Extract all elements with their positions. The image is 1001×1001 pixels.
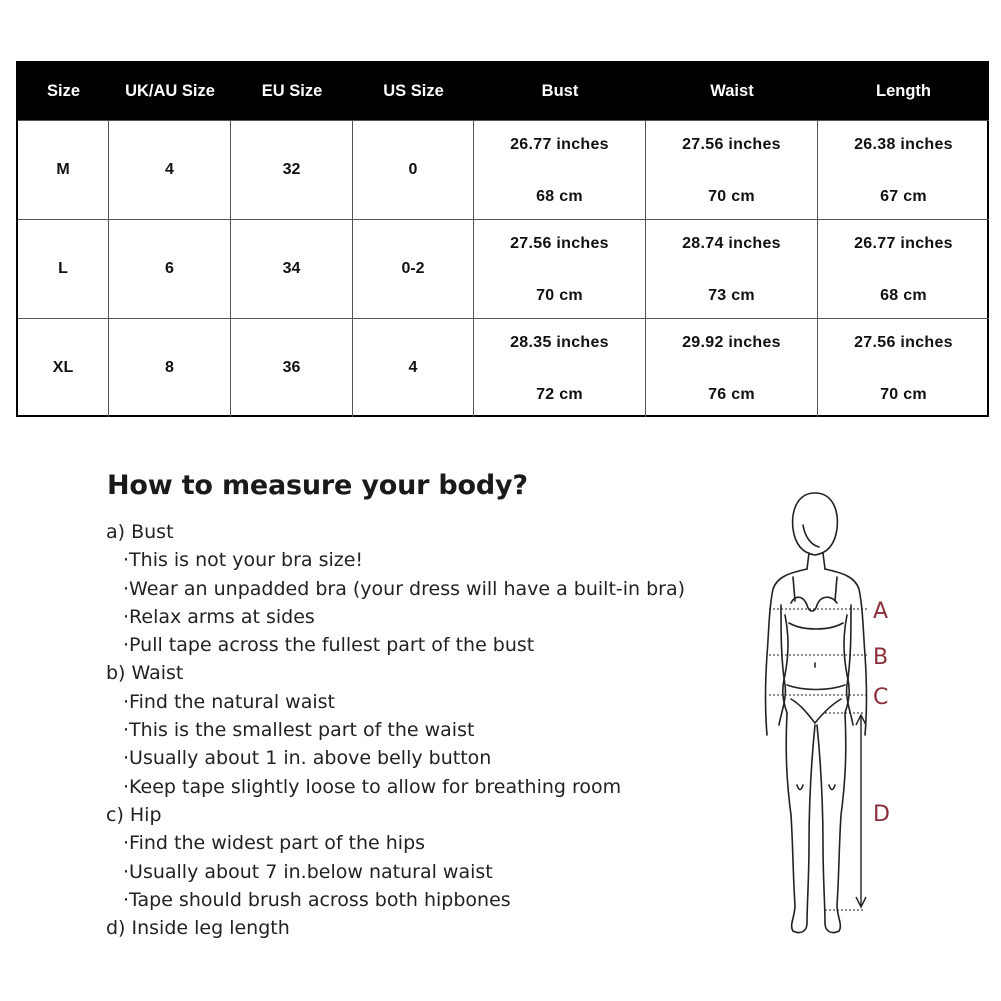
bust-cm: 70 cm	[536, 287, 583, 304]
header-waist: Waist	[646, 63, 818, 120]
cell-bust	[474, 318, 646, 417]
length-cm: 68 cm	[880, 287, 927, 304]
cell-us: 4	[353, 318, 474, 417]
cell-length	[818, 120, 989, 219]
bust-inches: 27.56 inches	[510, 235, 609, 252]
length-cm: 67 cm	[880, 188, 927, 205]
body-figure	[745, 485, 905, 945]
cell-size: L	[18, 219, 109, 318]
cell-length	[818, 219, 989, 318]
guide-item: ·Find the natural waist	[123, 690, 335, 713]
cell-size: XL	[18, 318, 109, 417]
cell-uk-au: 8	[109, 318, 231, 417]
guide-heading-waist: b) Waist	[106, 662, 184, 685]
guide-item: ·Relax arms at sides	[123, 605, 315, 628]
header-bust: Bust	[474, 63, 646, 120]
cell-waist	[646, 219, 818, 318]
cell-waist	[646, 120, 818, 219]
body-outline-illustration	[745, 485, 905, 945]
waist-inches: 29.92 inches	[682, 334, 781, 351]
cell-uk-au: 6	[109, 219, 231, 318]
header-size: Size	[18, 63, 109, 120]
guide-item: ·Keep tape slightly loose to allow for breathing room	[123, 775, 622, 798]
size-chart-table	[16, 61, 989, 417]
length-cm: 70 cm	[880, 386, 927, 403]
guide-title: How to measure your body?	[107, 470, 528, 501]
bust-inches: 28.35 inches	[510, 334, 609, 351]
cell-eu: 32	[231, 120, 353, 219]
cell-size: M	[18, 120, 109, 219]
cell-us: 0-2	[353, 219, 474, 318]
waist-cm: 73 cm	[708, 287, 755, 304]
cell-eu: 36	[231, 318, 353, 417]
bust-cm: 72 cm	[536, 386, 583, 403]
guide-item: ·Usually about 1 in. above belly button	[123, 747, 492, 770]
bust-cm: 68 cm	[536, 188, 583, 205]
guide-item: ·Wear an unpadded bra (your dress will have a built-in bra)	[123, 577, 686, 600]
length-inches: 26.77 inches	[854, 235, 953, 252]
guide-item: ·Usually about 7 in.below natural waist	[123, 860, 493, 883]
guide-item: ·Pull tape across the fullest part of the bust	[123, 634, 535, 657]
length-inches: 27.56 inches	[854, 334, 953, 351]
guide-heading-inside-leg: d) Inside leg length	[106, 917, 290, 940]
cell-eu: 34	[231, 219, 353, 318]
figure-label-d: D	[873, 802, 890, 827]
waist-inches: 28.74 inches	[682, 235, 781, 252]
figure-label-a: A	[873, 599, 889, 624]
length-inches: 26.38 inches	[854, 136, 953, 153]
waist-cm: 76 cm	[708, 386, 755, 403]
cell-us: 0	[353, 120, 474, 219]
figure-label-b: B	[873, 645, 889, 670]
figure-label-c: C	[873, 685, 889, 710]
cell-length	[818, 318, 989, 417]
header-us-size: US Size	[353, 63, 474, 120]
cell-bust	[474, 219, 646, 318]
guide-heading-bust: a) Bust	[106, 521, 174, 543]
guide-heading-hip: c) Hip	[106, 803, 162, 826]
header-length: Length	[818, 63, 989, 120]
guide-item: ·This is the smallest part of the waist	[123, 719, 475, 742]
waist-inches: 27.56 inches	[682, 136, 781, 153]
header-uk-au-size: UK/AU Size	[109, 63, 231, 120]
cell-uk-au: 4	[109, 120, 231, 219]
guide-item: ·This is not your bra size!	[123, 549, 364, 572]
waist-cm: 70 cm	[708, 188, 755, 205]
cell-bust	[474, 120, 646, 219]
header-eu-size: EU Size	[231, 63, 353, 120]
cell-waist	[646, 318, 818, 417]
bust-inches: 26.77 inches	[510, 136, 609, 153]
guide-item: ·Tape should brush across both hipbones	[123, 888, 511, 911]
guide-item: ·Find the widest part of the hips	[123, 832, 426, 855]
measure-guide-list	[106, 518, 685, 942]
